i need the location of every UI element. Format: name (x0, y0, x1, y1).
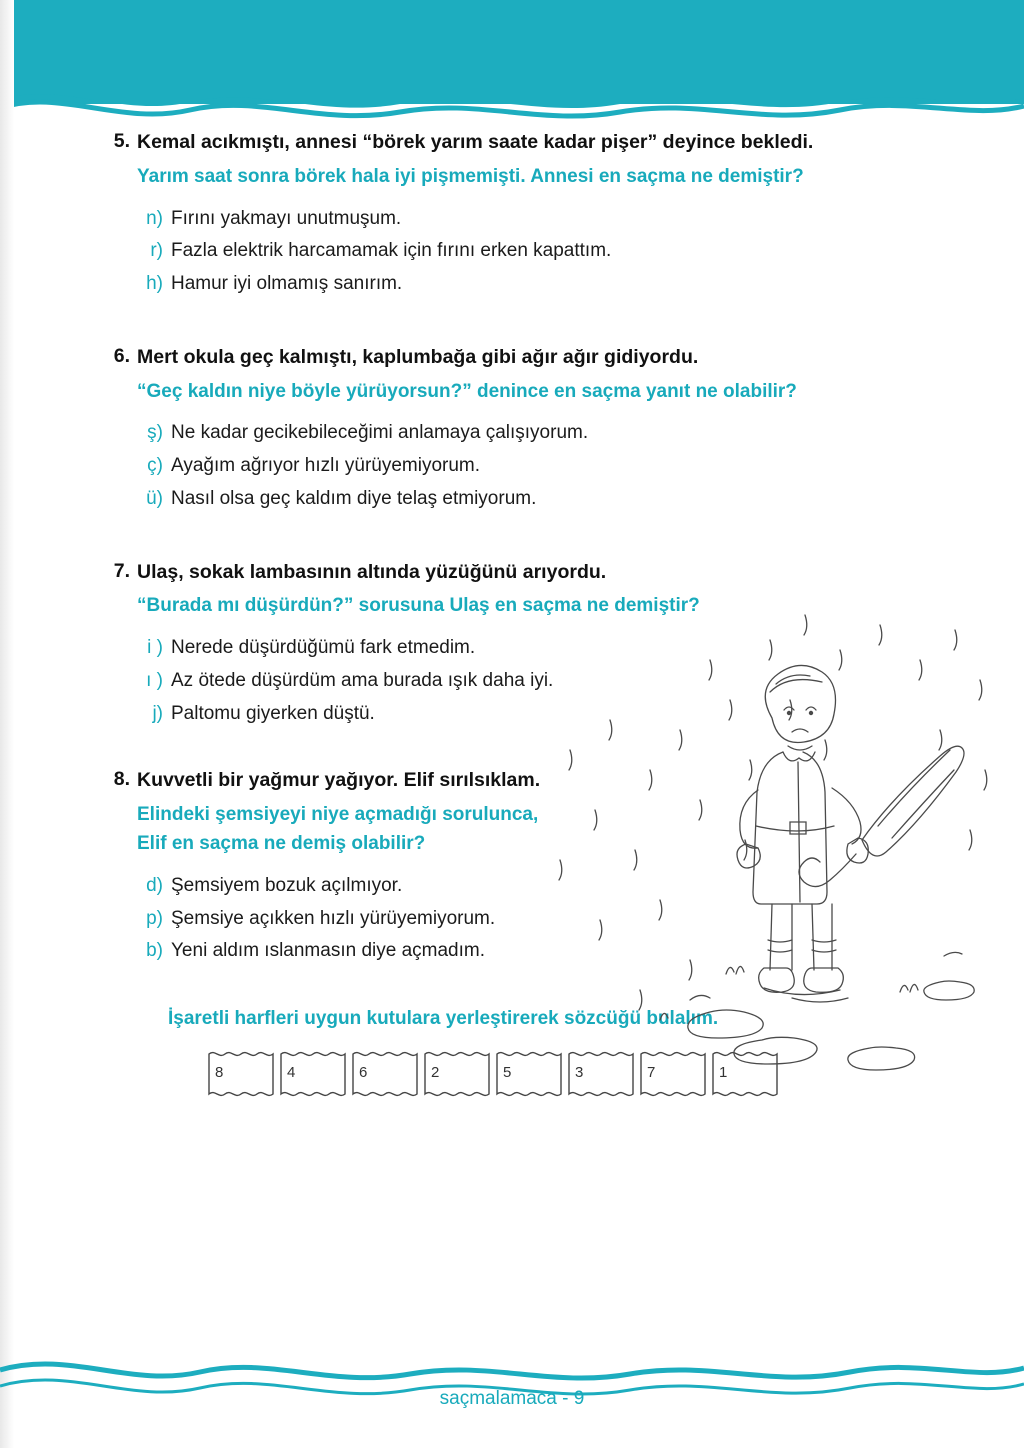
puzzle-box-number: 2 (431, 1064, 440, 1082)
option-text: Ne kadar gecikebileceğimi anlamaya çalışıyorum. (171, 422, 589, 444)
option-letter: n) (146, 207, 163, 229)
question-number: 8. (113, 768, 130, 791)
option-item[interactable] (137, 454, 1024, 479)
spacer (0, 305, 1024, 345)
option-text: Nerede düşürdüğümü fark etmedim. (171, 637, 476, 659)
question-heading (0, 130, 1024, 156)
option-letter: i ) (147, 637, 163, 659)
option-item[interactable] (137, 239, 1024, 264)
option-letter: ç) (147, 455, 163, 477)
option-item[interactable] (137, 487, 1024, 512)
question-prompt: Kemal acıkmıştı, annesi “börek yarım saate kadar pişer” deyince bekledi. (137, 131, 814, 153)
puzzle-box-number: 4 (287, 1064, 296, 1082)
option-text: Yeni aldım ıslanmasın diye açmadım. (171, 940, 486, 962)
puzzle-box-number: 1 (719, 1064, 728, 1082)
puzzle-box-number: 5 (503, 1064, 512, 1082)
puzzle-box-number: 7 (647, 1064, 656, 1082)
page-footer: saçmalamaca - 9 (439, 1388, 585, 1409)
question-subprompt: “Burada mı düşürdün?” sorusuna Ulaş en saçma ne demiştir? (137, 595, 700, 617)
option-list (0, 421, 1024, 511)
question-heading (0, 560, 1024, 586)
girl-in-rain-illustration (540, 600, 1010, 1100)
option-text: Az ötede düşürdüm ama burada ışık daha iyi. (171, 669, 554, 691)
option-letter: ı ) (146, 669, 163, 691)
question-prompt: Mert okula geç kalmıştı, kaplumbağa gibi ağır ağır gidiyordu. (137, 345, 699, 368)
question-block (0, 130, 1024, 297)
puzzle-box-number: 6 (359, 1064, 368, 1082)
option-text: Şemsiye açıkken hızlı yürüyemiyorum. (171, 907, 496, 929)
question-heading (0, 345, 1024, 371)
option-text: Fırını yakmayı unutmuşum. (171, 207, 402, 229)
puzzle-instruction: İşaretli harfleri uygun kutulara yerleştirerek sözcüğü bulalım. (168, 1008, 719, 1030)
question-prompt: Ulaş, sokak lambasının altında yüzüğünü arıyordu. (137, 560, 607, 583)
header-wave-decoration (0, 78, 1024, 124)
puzzle-box[interactable] (349, 1048, 421, 1100)
puzzle-box[interactable] (205, 1048, 277, 1100)
question-subprompt: Yarım saat sonra börek hala iyi pişmemişti. Annesi en saçma ne demiştir? (137, 165, 804, 187)
question-prompt: Kuvvetli bir yağmur yağıyor. Elif sırılsıklam. (137, 769, 541, 792)
puzzle-box[interactable] (421, 1048, 493, 1100)
spacer (0, 520, 1024, 560)
question-subprompt: “Geç kaldın niye böyle yürüyorsun?” denince en saçma yanıt ne olabilir? (137, 380, 797, 402)
option-letter: b) (146, 940, 163, 962)
option-letter: p) (146, 907, 163, 929)
option-item[interactable] (137, 207, 1024, 232)
option-letter: ü) (146, 487, 163, 509)
question-number: 7. (113, 559, 130, 582)
option-letter: ş) (147, 422, 163, 444)
puzzle-box-number: 8 (215, 1064, 224, 1082)
option-letter: d) (146, 874, 163, 896)
puzzle-box-number: 3 (575, 1064, 584, 1082)
option-letter: r) (150, 240, 163, 262)
puzzle-box[interactable] (277, 1048, 349, 1100)
option-text: Hamur iyi olmamış sanırım. (171, 273, 403, 295)
option-text: Nasıl olsa geç kaldım diye telaş etmiyorum. (171, 487, 537, 509)
option-item[interactable] (137, 272, 1024, 297)
question-number: 5. (113, 130, 130, 152)
option-letter: h) (146, 273, 163, 295)
option-item[interactable] (137, 421, 1024, 446)
option-letter: j) (152, 702, 163, 724)
option-text: Şemsiyem bozuk açılmıyor. (171, 874, 403, 896)
option-text: Ayağım ağrıyor hızlı yürüyemiyorum. (171, 455, 481, 477)
option-text: Fazla elektrik harcamamak için fırını erken kapattım. (171, 240, 612, 262)
option-text: Paltomu giyerken düştü. (171, 702, 375, 724)
question-block (0, 345, 1024, 512)
question-number: 6. (113, 344, 130, 367)
question-subprompt: Elindeki şemsiyeyi niye açmadığı sorulunca, (137, 804, 539, 826)
option-list (0, 207, 1024, 297)
question-subprompt-line2: Elif en saçma ne demiş olabilir? (137, 833, 426, 854)
